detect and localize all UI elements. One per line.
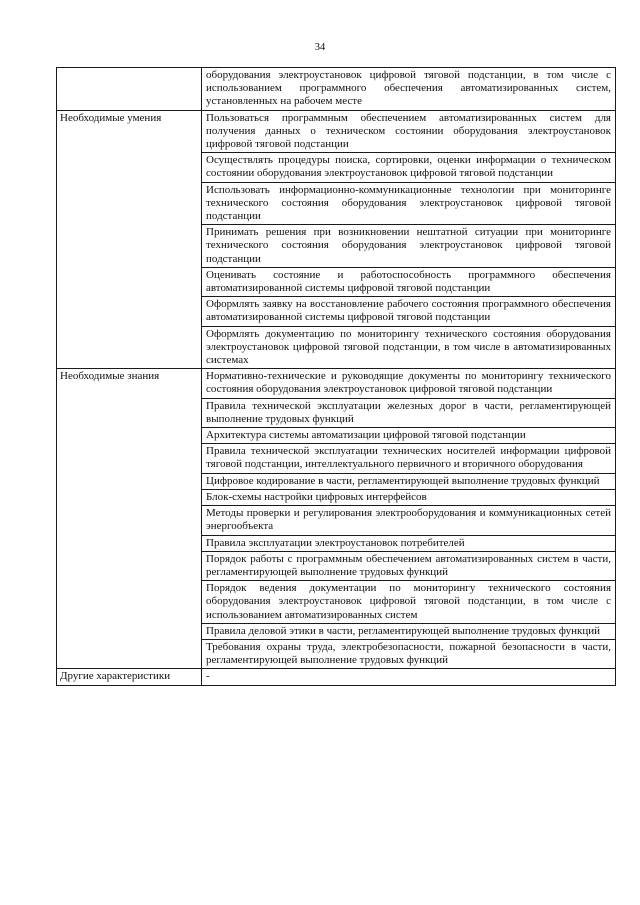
- requirement-cell: Нормативно-технические и руководящие документы по мониторингу технического состояния оборудования электроустановок цифровой тяговой подстанции: [202, 369, 616, 398]
- requirement-cell: Правила технической эксплуатации железных дорог в части, регламентирующей выполнение трудовых функций: [202, 398, 616, 427]
- category-cell: [57, 68, 202, 111]
- table-row: [57, 669, 616, 685]
- requirement-cell: Порядок ведения документации по мониторингу технического состояния оборудования электроустановок цифровой тяговой подстанции, в том числе с использованием автоматизированных систем: [202, 581, 616, 624]
- requirement-cell: Пользоваться программным обеспечением автоматизированных систем для получения данных о техническом состоянии оборудования электроустановок цифровой тяговой подстанции: [202, 110, 616, 153]
- requirement-cell: Оформлять документацию по мониторингу технического состояния оборудования электроустановок цифровой тяговой подстанции, в том числе в автоматизированных системах: [202, 326, 616, 369]
- category-cell: Другие характеристики: [57, 669, 202, 685]
- table-row: [57, 68, 616, 111]
- requirement-cell: -: [202, 669, 616, 685]
- table-row: [57, 110, 616, 153]
- requirement-cell: Использовать информационно-коммуникационные технологии при мониторинге технического состояния оборудования электроустановок цифровой тяговой подстанции: [202, 182, 616, 225]
- requirement-cell: Правила технической эксплуатации технических носителей информации цифровой тяговой подстанции, интеллектуального первичного и вторичного оборудования: [202, 444, 616, 473]
- category-cell: Необходимые знания: [57, 369, 202, 669]
- requirement-cell: Принимать решения при возникновении нештатной ситуации при мониторинге технического состояния оборудования электроустановок цифровой тяговой подстанции: [202, 225, 616, 268]
- page-number: 34: [314, 42, 326, 53]
- requirement-cell: Архитектура системы автоматизации цифровой тяговой подстанции: [202, 428, 616, 444]
- requirement-cell: Методы проверки и регулирования электрооборудования и коммуникационных сетей энергообъекта: [202, 506, 616, 535]
- requirement-cell: Порядок работы с программным обеспечением автоматизированных систем в части, регламентирующей выполнение трудовых функций: [202, 551, 616, 580]
- requirements-table: [56, 67, 616, 686]
- requirement-cell: Блок-схемы настройки цифровых интерфейсов: [202, 489, 616, 505]
- requirement-cell: Правила эксплуатации электроустановок потребителей: [202, 535, 616, 551]
- requirement-cell: Требования охраны труда, электробезопасности, пожарной безопасности в части, регламентирующей выполнение трудовых функций: [202, 639, 616, 668]
- requirement-cell: Осуществлять процедуры поиска, сортировки, оценки информации о техническом состоянии оборудования электроустановок цифровой тяговой подстанции: [202, 153, 616, 182]
- requirement-cell: Цифровое кодирование в части, регламентирующей выполнение трудовых функций: [202, 473, 616, 489]
- requirement-cell: оборудования электроустановок цифровой тяговой подстанции, в том числе с использованием программного обеспечения автоматизированных систем, установленных на рабочем месте: [202, 68, 616, 111]
- requirements-table-body: [57, 68, 616, 686]
- category-cell: Необходимые умения: [57, 110, 202, 369]
- requirement-cell: Оформлять заявку на восстановление рабочего состояния программного обеспечения автоматизированной системы цифровой тяговой подстанции: [202, 297, 616, 326]
- requirement-cell: Оценивать состояние и работоспособность программного обеспечения автоматизированной системы цифровой тяговой подстанции: [202, 267, 616, 296]
- requirement-cell: Правила деловой этики в части, регламентирующей выполнение трудовых функций: [202, 623, 616, 639]
- table-row: [57, 369, 616, 398]
